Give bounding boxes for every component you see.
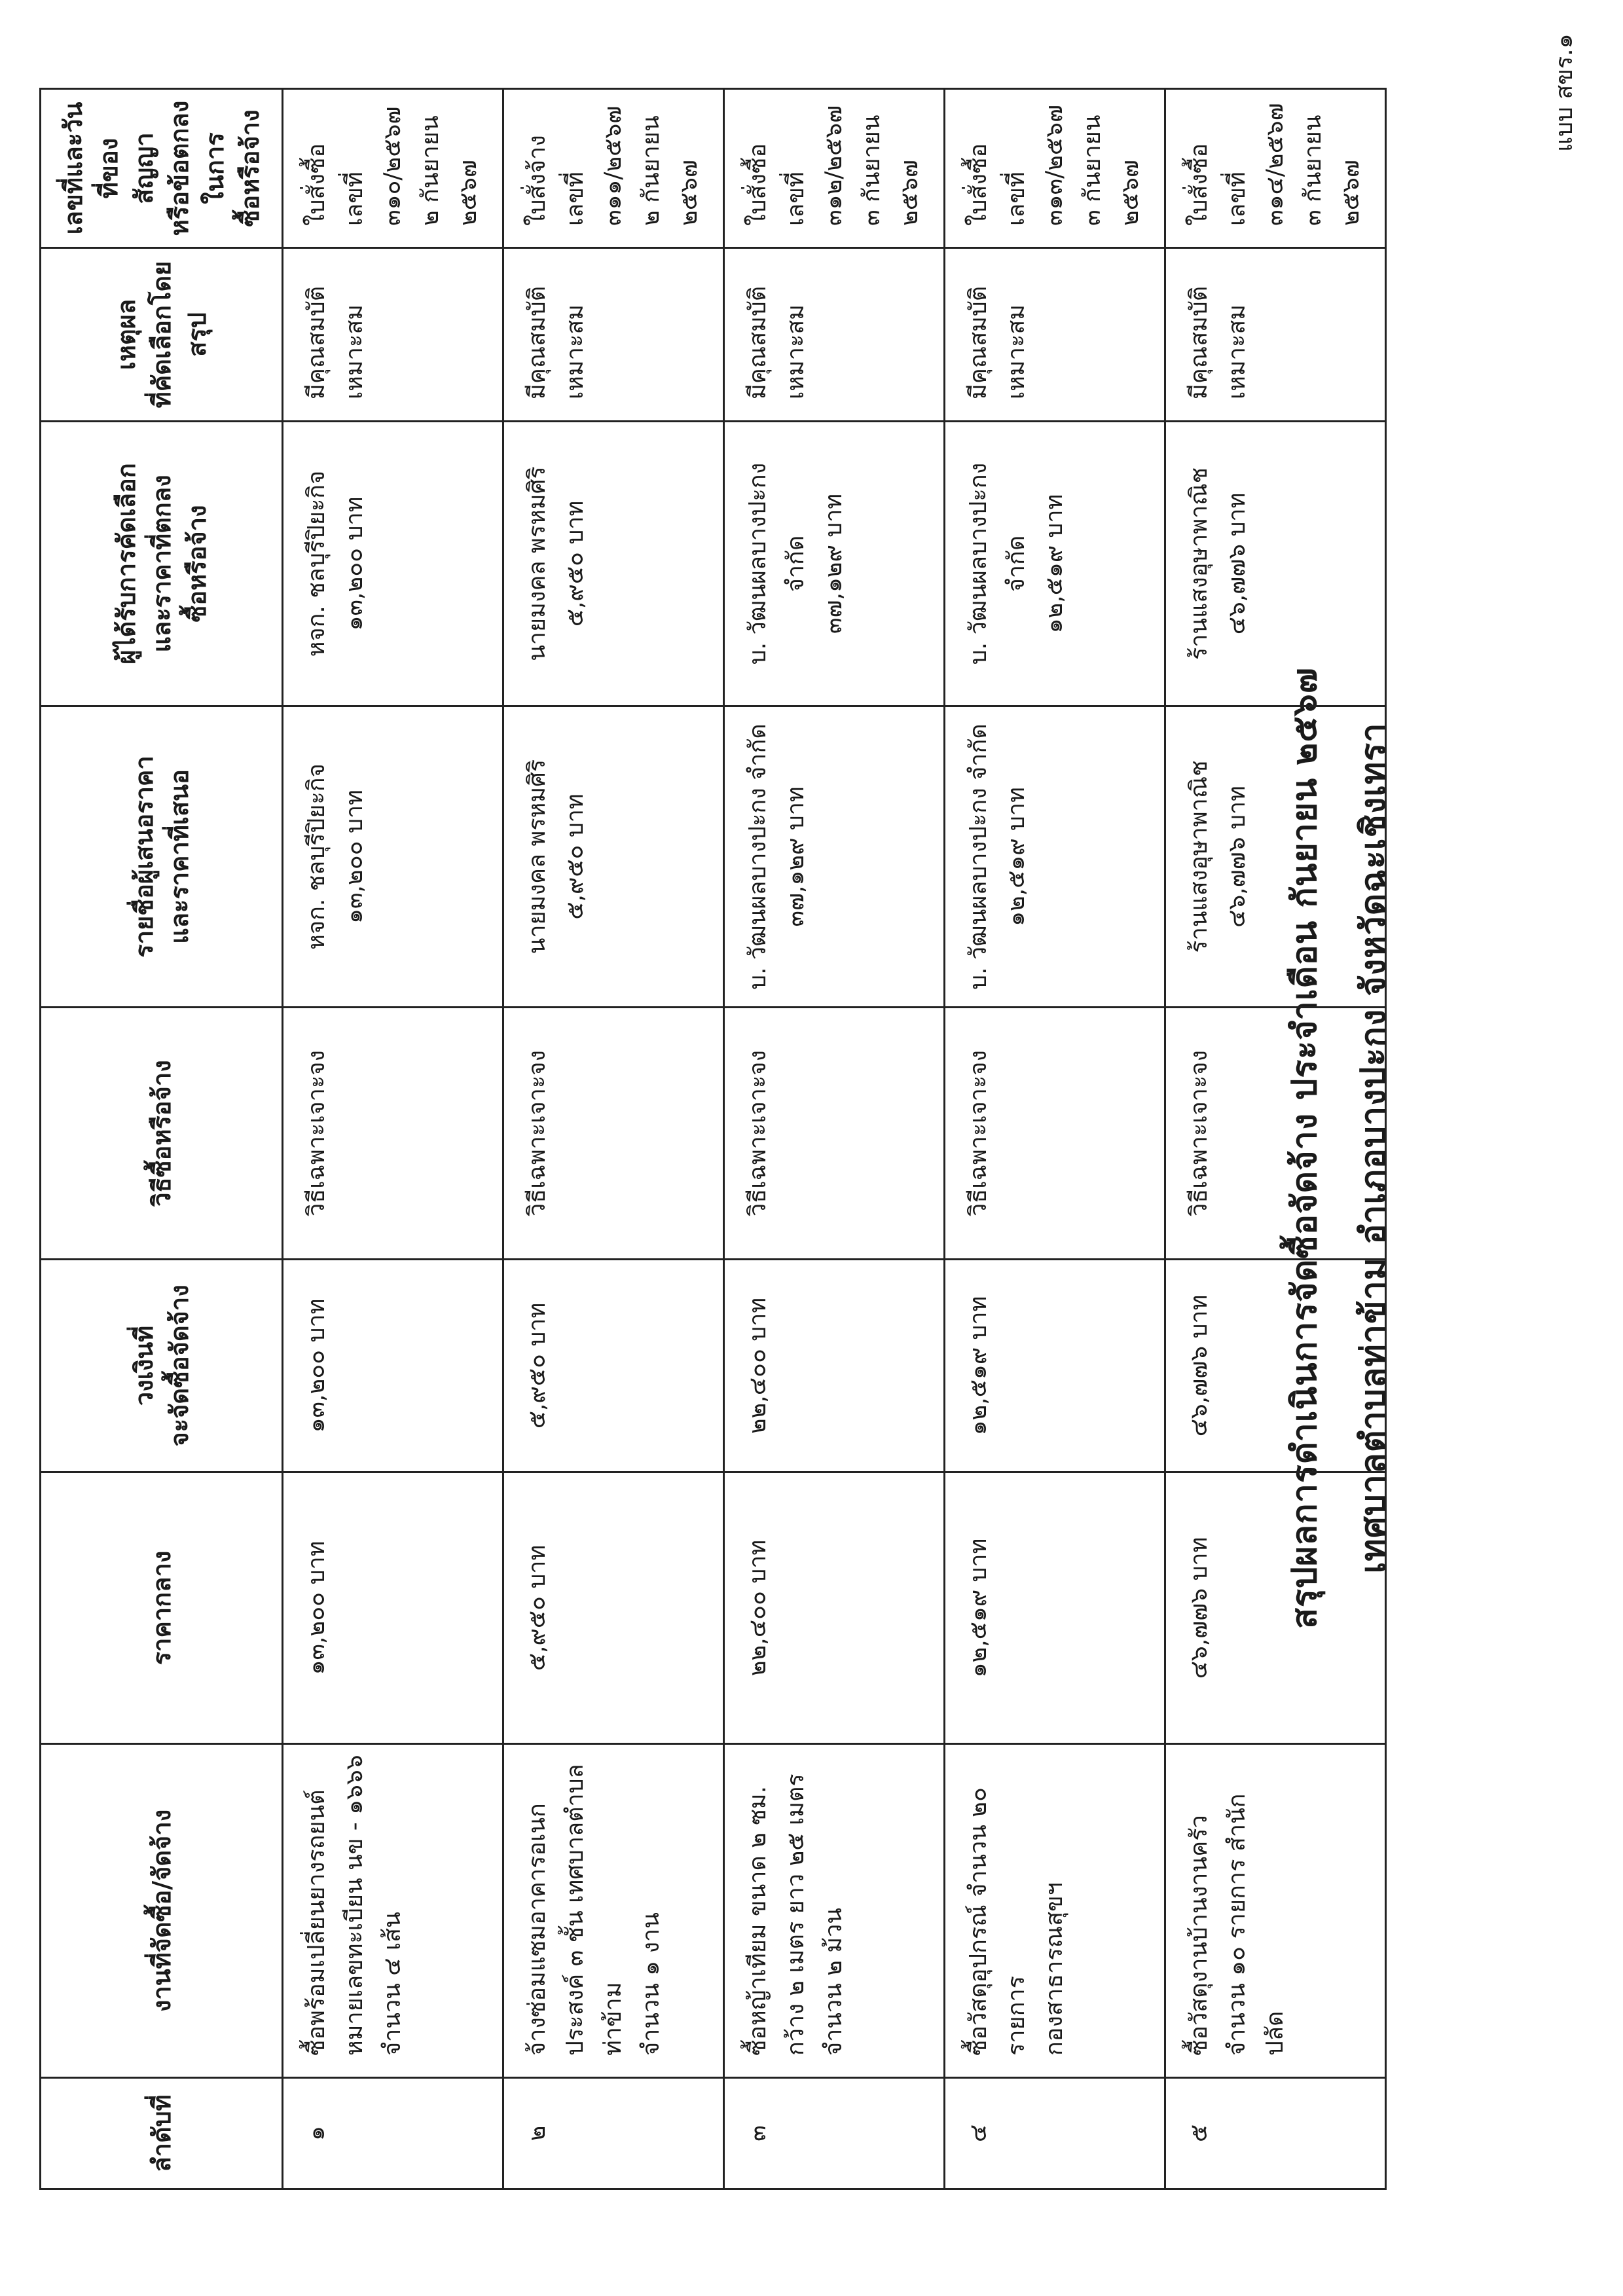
row-no: ๓ [724, 2078, 945, 2189]
table-row [283, 89, 503, 2189]
row-no: ๔ [945, 2078, 1165, 2189]
table-header-row [41, 89, 283, 2189]
title-line-1: สรุปผลการดำเนินการจัดซื้อจัดจ้าง ประจำเดือน กันยายน ๒๕๖๗ [1285, 667, 1324, 1629]
row-method: วิธีเฉพาะเจาะจง [283, 1008, 503, 1260]
header-contract: เลขที่และวันที่ของ สัญญา หรือข้อตกลงในการ ซื้อหรือจ้าง [41, 89, 283, 248]
row-winner: บ. วัฒนผลบางปะกง จำกัด ๓๗,๑๒๙ บาท [724, 422, 945, 706]
header-reason: เหตุผล ที่คัดเลือกโดย สรุป [41, 248, 283, 422]
procurement-table [39, 88, 1387, 2190]
row-winner: นายมงคล พรหมศิริ ๕,๙๕๐ บาท [503, 422, 724, 706]
row-method: วิธีเฉพาะเจาะจง [503, 1008, 724, 1260]
table-body [283, 89, 1386, 2189]
row-reason: มีคุณสมบัติ เหมาะสม [503, 248, 724, 422]
row-winner: ร้านแสงอุษาพาณิช ๔๖,๗๗๖ บาท [1165, 422, 1386, 706]
row-bidders: หจก. ชลบุรีปิยะกิจ ๑๓,๒๐๐ บาท [283, 706, 503, 1008]
header-median-price: ราคากลาง [41, 1472, 283, 1744]
row-median-price: ๑๓,๒๐๐ บาท [283, 1472, 503, 1744]
row-method: วิธีเฉพาะเจาะจง [945, 1008, 1165, 1260]
row-method: วิธีเฉพาะเจาะจง [724, 1008, 945, 1260]
row-bidders: บ. วัฒนผลบางปะกง จำกัด ๑๒,๕๑๙ บาท [945, 706, 1165, 1008]
row-budget: ๔๖,๗๗๖ บาท [1165, 1260, 1386, 1472]
row-reason: มีคุณสมบัติ เหมาะสม [283, 248, 503, 422]
row-budget: ๑๒,๕๑๙ บาท [945, 1260, 1165, 1472]
row-bidders: นายมงคล พรหมศิริ ๕,๙๕๐ บาท [503, 706, 724, 1008]
header-item: งานที่จัดซื้อ/จัดจ้าง [41, 1744, 283, 2078]
row-item: ซื้อวัสดุอุปกรณ์ จำนวน ๒๐ รายการ กองสาธารณสุขฯ [945, 1744, 1165, 2078]
row-winner: หจก. ชลบุรีปิยะกิจ ๑๓,๒๐๐ บาท [283, 422, 503, 706]
row-bidders: บ. วัฒนผลบางปะกง จำกัด ๓๗,๑๒๙ บาท [724, 706, 945, 1008]
row-no: ๑ [283, 2078, 503, 2189]
row-contract: ใบสั่งจ้าง เลขที่ ๓๑๑/๒๕๖๗ ๒ กันยายน ๒๕๖๗ [503, 89, 724, 248]
row-item: ซื้อวัสดุงานบ้านงานครัว จำนวน ๑๐ รายการ สำนักปลัด [1165, 1744, 1386, 2078]
header-bidders: รายชื่อผู้เสนอราคา และราคาที่เสนอ [41, 706, 283, 1008]
row-contract: ใบสั่งซื้อ เลขที่ ๓๑๐/๒๕๖๗ ๒ กันยายน ๒๕๖๗ [283, 89, 503, 248]
row-bidders: ร้านแสงอุษาพาณิช ๔๖,๗๗๖ บาท [1165, 706, 1386, 1008]
row-winner: บ. วัฒนผลบางปะกง จำกัด ๑๒,๕๑๙ บาท [945, 422, 1165, 706]
row-budget: ๕,๙๕๐ บาท [503, 1260, 724, 1472]
row-median-price: ๒๒,๔๐๐ บาท [724, 1472, 945, 1744]
row-item: ซื้อพร้อมเปลี่ยนยางรถยนต์ หมายเลขทะเบียน นข - ๑๖๖๖ จำนวน ๔ เส้น [283, 1744, 503, 2078]
table-row [945, 89, 1165, 2189]
header-method: วิธีซื้อหรือจ้าง [41, 1008, 283, 1260]
table-row [724, 89, 945, 2189]
row-contract: ใบสั่งซื้อ เลขที่ ๓๑๓/๒๕๖๗ ๓ กันยายน ๒๕๖๗ [945, 89, 1165, 248]
row-median-price: ๕,๙๕๐ บาท [503, 1472, 724, 1744]
row-method: วิธีเฉพาะเจาะจง [1165, 1008, 1386, 1260]
row-median-price: ๑๒,๕๑๙ บาท [945, 1472, 1165, 1744]
row-item: ซื้อหญ้าเทียม ขนาด ๒ ซม. กว้าง ๒ เมตร ยาว ๒๕ เมตร จำนวน ๒ ม้วน [724, 1744, 945, 2078]
header-winner: ผู้ได้รับการคัดเลือก และราคาที่ตกลง ซื้อหรือจ้าง [41, 422, 283, 706]
table-row [1165, 89, 1386, 2189]
title-line-2: เทศบาลตำบลท่าข้าม อำเภอบางปะกง จังหวัดฉะเชิงเทรา [1354, 722, 1393, 1574]
row-no: ๕ [1165, 2078, 1386, 2189]
row-contract: ใบสั่งซื้อ เลขที่ ๓๑๔/๒๕๖๗ ๓ กันยายน ๒๕๖๗ [1165, 89, 1386, 248]
row-reason: มีคุณสมบัติ เหมาะสม [945, 248, 1165, 422]
row-budget: ๑๓,๒๐๐ บาท [283, 1260, 503, 1472]
row-no: ๒ [503, 2078, 724, 2189]
row-reason: มีคุณสมบัติ เหมาะสม [1165, 248, 1386, 422]
header-budget: วงเงินที่ จะจัดซื้อจัดจ้าง [41, 1260, 283, 1472]
header-no: ลำดับที่ [41, 2078, 283, 2189]
form-code: แบบ สขร.๑ [1551, 33, 1578, 152]
row-budget: ๒๒,๔๐๐ บาท [724, 1260, 945, 1472]
row-median-price: ๔๖,๗๗๖ บาท [1165, 1472, 1386, 1744]
table-row [503, 89, 724, 2189]
row-contract: ใบสั่งซื้อ เลขที่ ๓๑๒/๒๕๖๗ ๓ กันยายน ๒๕๖๗ [724, 89, 945, 248]
row-item: จ้างซ่อมแซมอาคารอเนก ประสงค์ ๓ ชั้น เทศบาลตำบลท่าข้าม จำนวน ๑ งาน [503, 1744, 724, 2078]
row-reason: มีคุณสมบัติ เหมาะสม [724, 248, 945, 422]
